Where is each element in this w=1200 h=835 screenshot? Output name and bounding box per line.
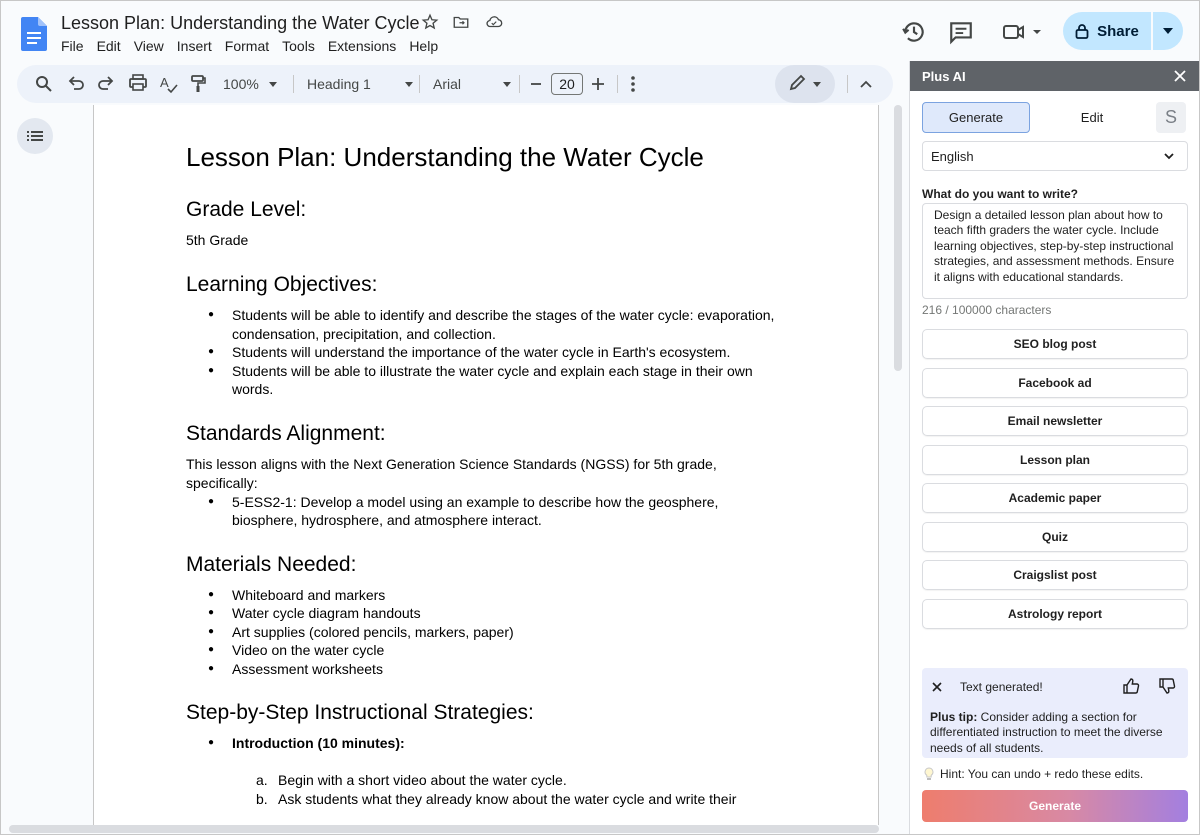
decrease-font-size-icon[interactable]	[530, 65, 542, 103]
share-dropdown[interactable]	[1153, 12, 1183, 50]
comments-icon[interactable]	[948, 19, 974, 45]
increase-font-size-icon[interactable]	[591, 65, 605, 103]
preset-email-newsletter[interactable]: Email newsletter	[922, 406, 1188, 436]
toolbar	[17, 65, 893, 103]
chevron-down-icon	[405, 82, 413, 87]
redo-icon[interactable]	[97, 65, 115, 103]
pencil-icon	[787, 65, 807, 103]
hide-menus-chevron-up-icon[interactable]	[859, 65, 873, 103]
panel-tabs	[922, 102, 1188, 132]
star-icon[interactable]	[421, 13, 439, 31]
list-item: ● Introduction (10 minutes):	[232, 734, 786, 753]
prompt-label: What do you want to write?	[922, 187, 1078, 201]
share-button[interactable]	[1063, 12, 1151, 50]
version-history-icon[interactable]	[901, 19, 927, 45]
chevron-down-icon	[813, 82, 821, 87]
objectives-heading: Learning Objectives:	[186, 273, 378, 296]
font-family-value: Arial	[433, 76, 462, 92]
list-item: ● Students will understand the importance of the water cycle in Earth's ecosystem.	[232, 343, 786, 362]
objectives-list	[186, 306, 786, 399]
menu-format[interactable]: Format	[224, 38, 270, 54]
vertical-scrollbar[interactable]	[894, 105, 902, 371]
undo-hint	[924, 767, 1143, 781]
lock-icon	[1075, 23, 1089, 39]
standards-section	[186, 421, 786, 530]
hint-text: Hint: You can undo + redo these edits.	[940, 767, 1144, 781]
tip-label: Plus tip:	[930, 710, 978, 724]
toolbar-divider	[293, 75, 294, 93]
dismiss-icon[interactable]	[930, 680, 944, 694]
horizontal-scrollbar[interactable]	[9, 825, 879, 833]
materials-list	[186, 586, 786, 679]
materials-section	[186, 552, 786, 679]
list-item: ● 5-ESS2-1: Develop a model using an example to describe how the geosphere, biosphere, hydrosphere, and atmosphere interact.	[232, 493, 786, 530]
preset-craigslist-post[interactable]: Craigslist post	[922, 560, 1188, 590]
move-folder-icon[interactable]	[451, 13, 471, 31]
spellcheck-icon[interactable]	[159, 65, 179, 103]
list-item: ● Students will be able to illustrate the water cycle and explain each stage in their own words.	[232, 362, 786, 399]
list-item: ● Students will be able to identify and describe the stages of the water cycle: evaporation, condensation, precipitation, and collection.	[232, 306, 786, 343]
chevron-down-icon	[1163, 150, 1175, 162]
preset-quiz[interactable]: Quiz	[922, 522, 1188, 552]
thumbs-up-icon[interactable]	[1122, 677, 1140, 695]
standards-intro: This lesson aligns with the Next Generation Science Standards (NGSS) for 5th grade, specifically:	[186, 455, 717, 491]
chevron-down-icon	[503, 82, 511, 87]
preset-list	[922, 329, 1188, 637]
character-count: 216 / 100000 characters	[922, 303, 1052, 317]
menu-help[interactable]: Help	[409, 38, 439, 54]
preset-academic-paper[interactable]: Academic paper	[922, 483, 1188, 513]
close-icon[interactable]	[1171, 67, 1189, 85]
intro-steps-list	[186, 771, 786, 809]
zoom-select[interactable]	[223, 65, 277, 103]
strategies-list	[186, 734, 786, 753]
plus-tip	[930, 710, 1182, 756]
document-page[interactable]	[93, 105, 879, 825]
preset-seo-blog-post[interactable]: SEO blog post	[922, 329, 1188, 359]
editing-mode-select[interactable]	[775, 65, 835, 103]
font-family-select[interactable]	[433, 65, 511, 103]
chevron-down-icon	[269, 82, 277, 87]
zoom-value: 100%	[223, 76, 259, 92]
grade-section	[186, 197, 786, 250]
materials-heading: Materials Needed:	[186, 552, 357, 576]
toolbar-divider	[847, 75, 848, 93]
tip-text: Consider adding a section for differentiated instruction to meet the diverse needs of all students.	[930, 710, 1163, 755]
tab-edit[interactable]: Edit	[1080, 110, 1104, 125]
menu-tools[interactable]: Tools	[282, 38, 315, 54]
preset-facebook-ad[interactable]: Facebook ad	[922, 368, 1188, 398]
toolbar-divider	[419, 75, 420, 93]
list-item	[256, 790, 786, 809]
more-options-icon[interactable]	[629, 65, 637, 103]
step-label: a.	[256, 771, 268, 788]
list-item	[256, 771, 786, 790]
prompt-textarea[interactable]: Design a detailed lesson plan about how to teach fifth graders the water cycle. Include learning objectives, step-by-step instructional strategies, and assessment methods. Ensure it aligns with educational standards.	[922, 203, 1188, 299]
step-label: b.	[256, 790, 268, 807]
undo-icon[interactable]	[67, 65, 85, 103]
strategies-section	[186, 700, 786, 809]
strategies-heading: Step-by-Step Instructional Strategies:	[186, 701, 534, 724]
grade-value: 5th Grade	[186, 232, 249, 248]
plus-ai-panel	[909, 61, 1199, 834]
share-button-group	[1063, 12, 1183, 50]
preset-lesson-plan[interactable]: Lesson plan	[922, 445, 1188, 475]
menu-edit[interactable]: Edit	[96, 38, 121, 54]
cloud-status-icon[interactable]	[483, 13, 505, 31]
paragraph-style-value: Heading 1	[307, 76, 371, 92]
menu-insert[interactable]: Insert	[176, 38, 212, 54]
language-select[interactable]	[922, 141, 1188, 171]
document-body[interactable]	[186, 141, 786, 825]
panel-header	[910, 61, 1199, 91]
lightbulb-icon	[924, 767, 934, 781]
meet-video-icon[interactable]	[1001, 19, 1045, 45]
preset-astrology-report[interactable]: Astrology report	[922, 599, 1188, 629]
menu-file[interactable]: File	[61, 38, 84, 54]
standards-heading: Standards Alignment:	[186, 421, 386, 445]
generate-button[interactable]: Generate	[922, 790, 1188, 822]
notice-title: Text generated!	[960, 680, 1043, 694]
document-title[interactable]: Lesson Plan: Understanding the Water Cycle	[61, 13, 420, 33]
menu-bar	[61, 38, 451, 54]
list-item: ● Water cycle diagram handouts	[232, 604, 786, 623]
document-outline-button[interactable]	[17, 118, 53, 154]
title-actions	[421, 13, 505, 31]
toolbar-divider	[519, 75, 520, 93]
search-menus-icon[interactable]	[35, 65, 53, 103]
menu-view[interactable]: View	[133, 38, 164, 54]
font-size-input[interactable]: 20	[551, 73, 583, 95]
toolbar-divider	[617, 75, 618, 93]
menu-extensions[interactable]: Extensions	[327, 38, 397, 54]
share-label: Share	[1097, 22, 1139, 40]
list-item: ● Whiteboard and markers	[232, 586, 786, 605]
step-text: Ask students what they already know about the water cycle and write their	[278, 790, 737, 807]
paragraph-style-select[interactable]	[307, 65, 413, 103]
tab-s[interactable]: S	[1156, 102, 1186, 133]
thumbs-down-icon[interactable]	[1158, 677, 1176, 695]
document-heading: Lesson Plan: Understanding the Water Cycle	[186, 142, 704, 172]
outline-list-icon	[27, 130, 43, 142]
panel-title: Plus AI	[922, 68, 966, 84]
list-item: ● Art supplies (colored pencils, markers, paper)	[232, 623, 786, 642]
print-icon[interactable]	[128, 65, 148, 103]
language-value: English	[931, 148, 974, 164]
list-item: ● Assessment worksheets	[232, 660, 786, 679]
grade-heading: Grade Level:	[186, 198, 307, 221]
caret-down-icon	[1163, 28, 1173, 34]
step-text: Begin with a short video about the water cycle.	[278, 771, 567, 788]
docs-logo-icon[interactable]	[21, 17, 47, 51]
list-item: ● Video on the water cycle	[232, 641, 786, 660]
paint-format-icon[interactable]	[189, 65, 207, 103]
objectives-section	[186, 272, 786, 399]
generation-notice	[922, 668, 1188, 758]
svg-text:A: A	[160, 75, 169, 90]
tab-generate[interactable]: Generate	[922, 102, 1030, 133]
standards-list	[186, 493, 786, 530]
doc-header	[1, 1, 909, 63]
